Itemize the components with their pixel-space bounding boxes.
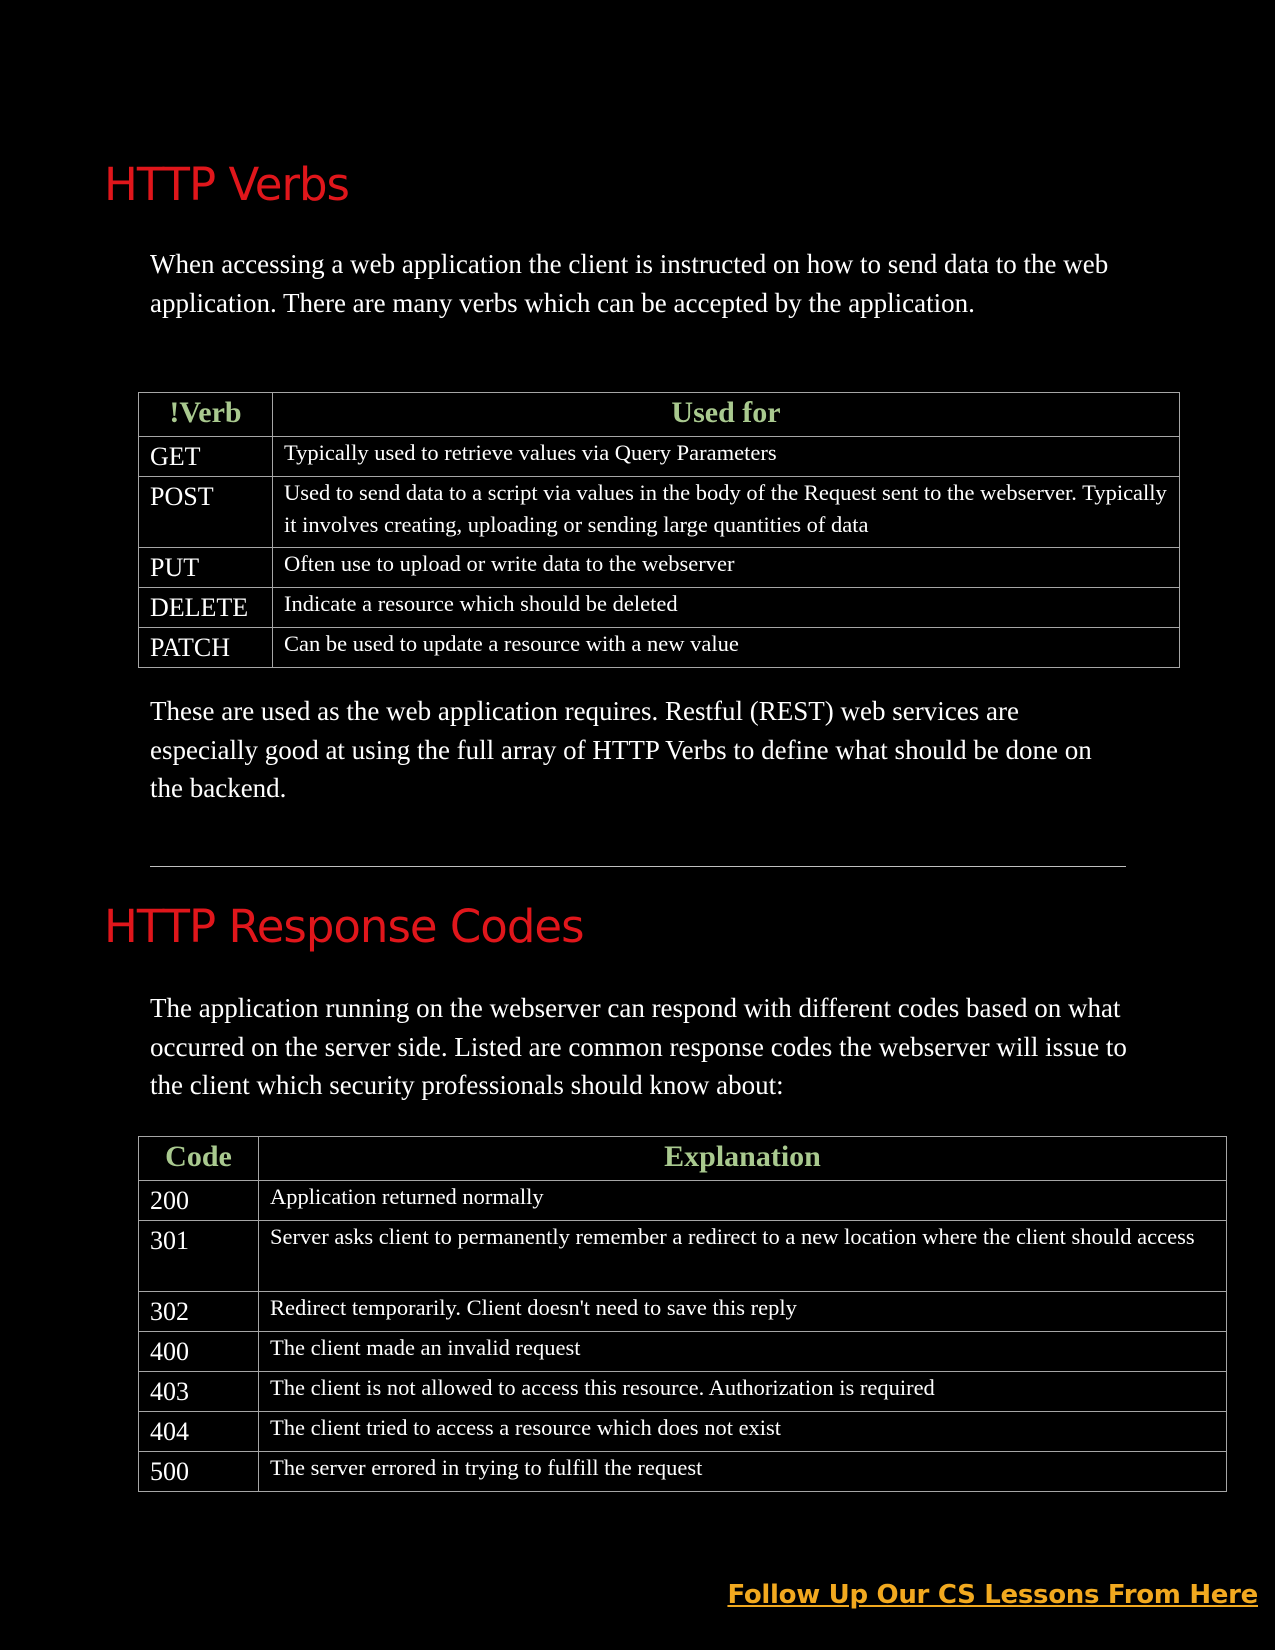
table-row — [139, 1452, 1227, 1492]
explanation-cell: The client is not allowed to access this resource. Authorization is required — [259, 1372, 1227, 1412]
section-divider — [150, 866, 1126, 867]
table-row — [139, 588, 1180, 628]
explanation-cell: The client made an invalid request — [259, 1332, 1227, 1372]
code-cell: 302 — [139, 1292, 259, 1332]
table-row — [139, 1181, 1227, 1221]
table-row — [139, 1332, 1227, 1372]
codes-intro-paragraph: The application running on the webserver can respond with different codes based on what occurred on the server side. Listed are common response codes the webserver will issue to the client which security professionals should know about: — [150, 993, 1127, 1100]
code-cell: 404 — [139, 1412, 259, 1452]
explanation-cell: The server errored in trying to fulfill the request — [259, 1452, 1227, 1492]
verb-cell: PATCH — [139, 628, 273, 668]
column-header-explanation: Explanation — [259, 1137, 1227, 1181]
table-row — [139, 1372, 1227, 1412]
explanation-cell: The client tried to access a resource which does not exist — [259, 1412, 1227, 1452]
description-cell: Can be used to update a resource with a new value — [273, 628, 1180, 668]
table-row — [139, 477, 1180, 548]
description-cell: Often use to upload or write data to the webserver — [273, 548, 1180, 588]
verbs-intro-paragraph: When accessing a web application the client is instructed on how to send data to the web application. There are many verbs which can be accepted by the application. — [150, 249, 1109, 318]
table-row — [139, 1412, 1227, 1452]
follow-cs-lessons-link[interactable]: Follow Up Our CS Lessons From Here — [727, 1580, 1258, 1610]
verb-cell: DELETE — [139, 588, 273, 628]
explanation-cell: Application returned normally — [259, 1181, 1227, 1221]
explanation-cell: Server asks client to permanently remember a redirect to a new location where the client should access — [259, 1221, 1227, 1292]
verbs-outro-paragraph: These are used as the web application requires. Restful (REST) web services are especially good at using the full array of HTTP Verbs to define what should be done on the backend. — [150, 696, 1092, 803]
verb-cell: POST — [139, 477, 273, 548]
verb-cell: PUT — [139, 548, 273, 588]
http-response-codes-table — [138, 1136, 1227, 1492]
table-row — [139, 1221, 1227, 1292]
column-header-code: Code — [139, 1137, 259, 1181]
description-cell: Typically used to retrieve values via Query Parameters — [273, 437, 1180, 477]
code-cell: 301 — [139, 1221, 259, 1292]
section-title-http-response-codes: HTTP Response Codes — [104, 900, 584, 953]
table-header-row — [139, 393, 1180, 437]
verb-cell: GET — [139, 437, 273, 477]
column-header-used-for: Used for — [273, 393, 1180, 437]
column-header-verb: !Verb — [139, 393, 273, 437]
code-cell: 500 — [139, 1452, 259, 1492]
code-cell: 400 — [139, 1332, 259, 1372]
table-row — [139, 1292, 1227, 1332]
section-title-http-verbs: HTTP Verbs — [104, 158, 349, 211]
table-header-row — [139, 1137, 1227, 1181]
description-cell: Indicate a resource which should be deleted — [273, 588, 1180, 628]
http-verbs-table — [138, 392, 1180, 668]
table-row — [139, 548, 1180, 588]
code-cell: 200 — [139, 1181, 259, 1221]
code-cell: 403 — [139, 1372, 259, 1412]
explanation-cell: Redirect temporarily. Client doesn't need to save this reply — [259, 1292, 1227, 1332]
table-row — [139, 628, 1180, 668]
description-cell: Used to send data to a script via values in the body of the Request sent to the webserver. Typically it involves creating, uploading or sending large quantities of data — [273, 477, 1180, 548]
table-row — [139, 437, 1180, 477]
